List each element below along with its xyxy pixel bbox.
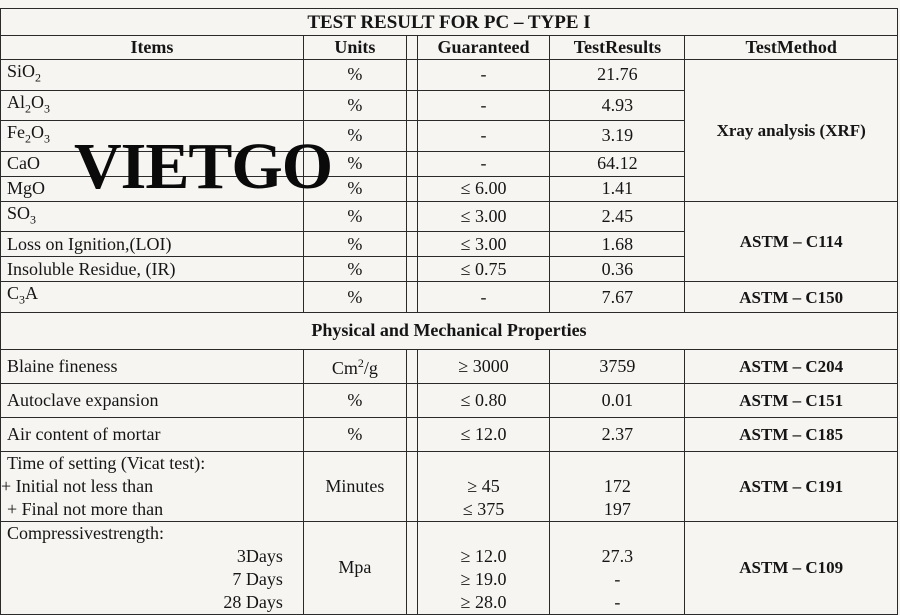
result-cell: 2.45 [550,201,685,232]
item-cell: MgO [1,176,304,201]
unit-cell: % [303,232,406,257]
table-row [1,349,898,383]
unit-cell: % [303,383,406,417]
unit-cell: Mpa [303,521,406,614]
test-result-table [0,8,898,615]
item-cell: Compressivestrength: 3Days 7 Days 28 Days [1,521,304,614]
method-cell: ASTM – C151 [685,383,898,417]
guaranteed-cell: ≥ 45 ≤ 375 [417,451,550,521]
unit-cell: % [303,282,406,313]
result-cell: 4.93 [550,90,685,121]
unit-cell: % [303,121,406,152]
result-cell: 7.67 [550,282,685,313]
table-row [1,282,898,313]
table-row [1,451,898,521]
table-title: TEST RESULT FOR PC – TYPE I [1,9,898,36]
section-title: Physical and Mechanical Properties [1,312,898,349]
guaranteed-cell: ≤ 6.00 [417,176,550,201]
header-test-results: TestResults [550,36,685,60]
result-cell: 0.36 [550,257,685,282]
header-guaranteed: Guaranteed [417,36,550,60]
result-cell: 3759 [550,349,685,383]
method-cell: ASTM – C191 [685,451,898,521]
unit-cell: % [303,257,406,282]
item-cell: Loss on Ignition,(LOI) [1,232,304,257]
method-xrf: Xray analysis (XRF) [685,60,898,202]
table-row [1,521,898,614]
unit-cell: Minutes [303,451,406,521]
guaranteed-cell: ≤ 3.00 [417,201,550,232]
header-test-method: TestMethod [685,36,898,60]
result-cell: 1.68 [550,232,685,257]
item-cell: Time of setting (Vicat test): + Initial not less than + Final not more than [1,451,304,521]
unit-cell: % [303,176,406,201]
method-cell: ASTM – C109 [685,521,898,614]
result-cell: 64.12 [550,151,685,176]
guaranteed-cell: ≤ 3.00 [417,232,550,257]
item-cell: CaO [1,151,304,176]
unit-cell: % [303,90,406,121]
table-row [1,383,898,417]
unit-cell: % [303,417,406,451]
method-cell: ASTM – C204 [685,349,898,383]
header-row [1,36,898,60]
method-c114: ASTM – C114 [685,201,898,282]
result-cell: 21.76 [550,60,685,91]
result-cell: 0.01 [550,383,685,417]
section-row [1,312,898,349]
result-cell: 27.3 - - [550,521,685,614]
table-title-row [1,9,898,36]
unit-cell: % [303,151,406,176]
item-cell: Air content of mortar [1,417,304,451]
method-cell: ASTM – C185 [685,417,898,451]
item-cell: $Fe_2O_3$ [1,121,304,152]
header-gap [406,36,417,60]
unit-cell: % [303,201,406,232]
unit-cell: Cm$^2$/g [303,349,406,383]
guaranteed-cell: - [417,282,550,313]
method-c150: ASTM – C150 [685,282,898,313]
item-cell: $Al_2O_3$ [1,90,304,121]
table-row [1,60,898,91]
guaranteed-cell: - [417,151,550,176]
guaranteed-cell: ≤ 0.75 [417,257,550,282]
unit-cell: % [303,60,406,91]
guaranteed-cell: ≥ 12.0 ≥ 19.0 ≥ 28.0 [417,521,550,614]
item-cell: Autoclave expansion [1,383,304,417]
item-cell: Blaine fineness [1,349,304,383]
result-cell: 3.19 [550,121,685,152]
vietgo-watermark: VIETGO [74,130,333,203]
guaranteed-cell: - [417,90,550,121]
header-items: Items [1,36,304,60]
result-cell: 1.41 [550,176,685,201]
item-cell: $C_3A$ [1,282,304,313]
result-cell: 2.37 [550,417,685,451]
guaranteed-cell: ≤ 12.0 [417,417,550,451]
guaranteed-cell: - [417,60,550,91]
table-row [1,201,898,232]
table-row [1,417,898,451]
guaranteed-cell: ≤ 0.80 [417,383,550,417]
guaranteed-cell: - [417,121,550,152]
result-cell: 172 197 [550,451,685,521]
item-cell: SiO$_2$ [1,60,304,91]
header-units: Units [303,36,406,60]
item-cell: $SO_3$ [1,201,304,232]
guaranteed-cell: ≥ 3000 [417,349,550,383]
item-cell: Insoluble Residue, (IR) [1,257,304,282]
